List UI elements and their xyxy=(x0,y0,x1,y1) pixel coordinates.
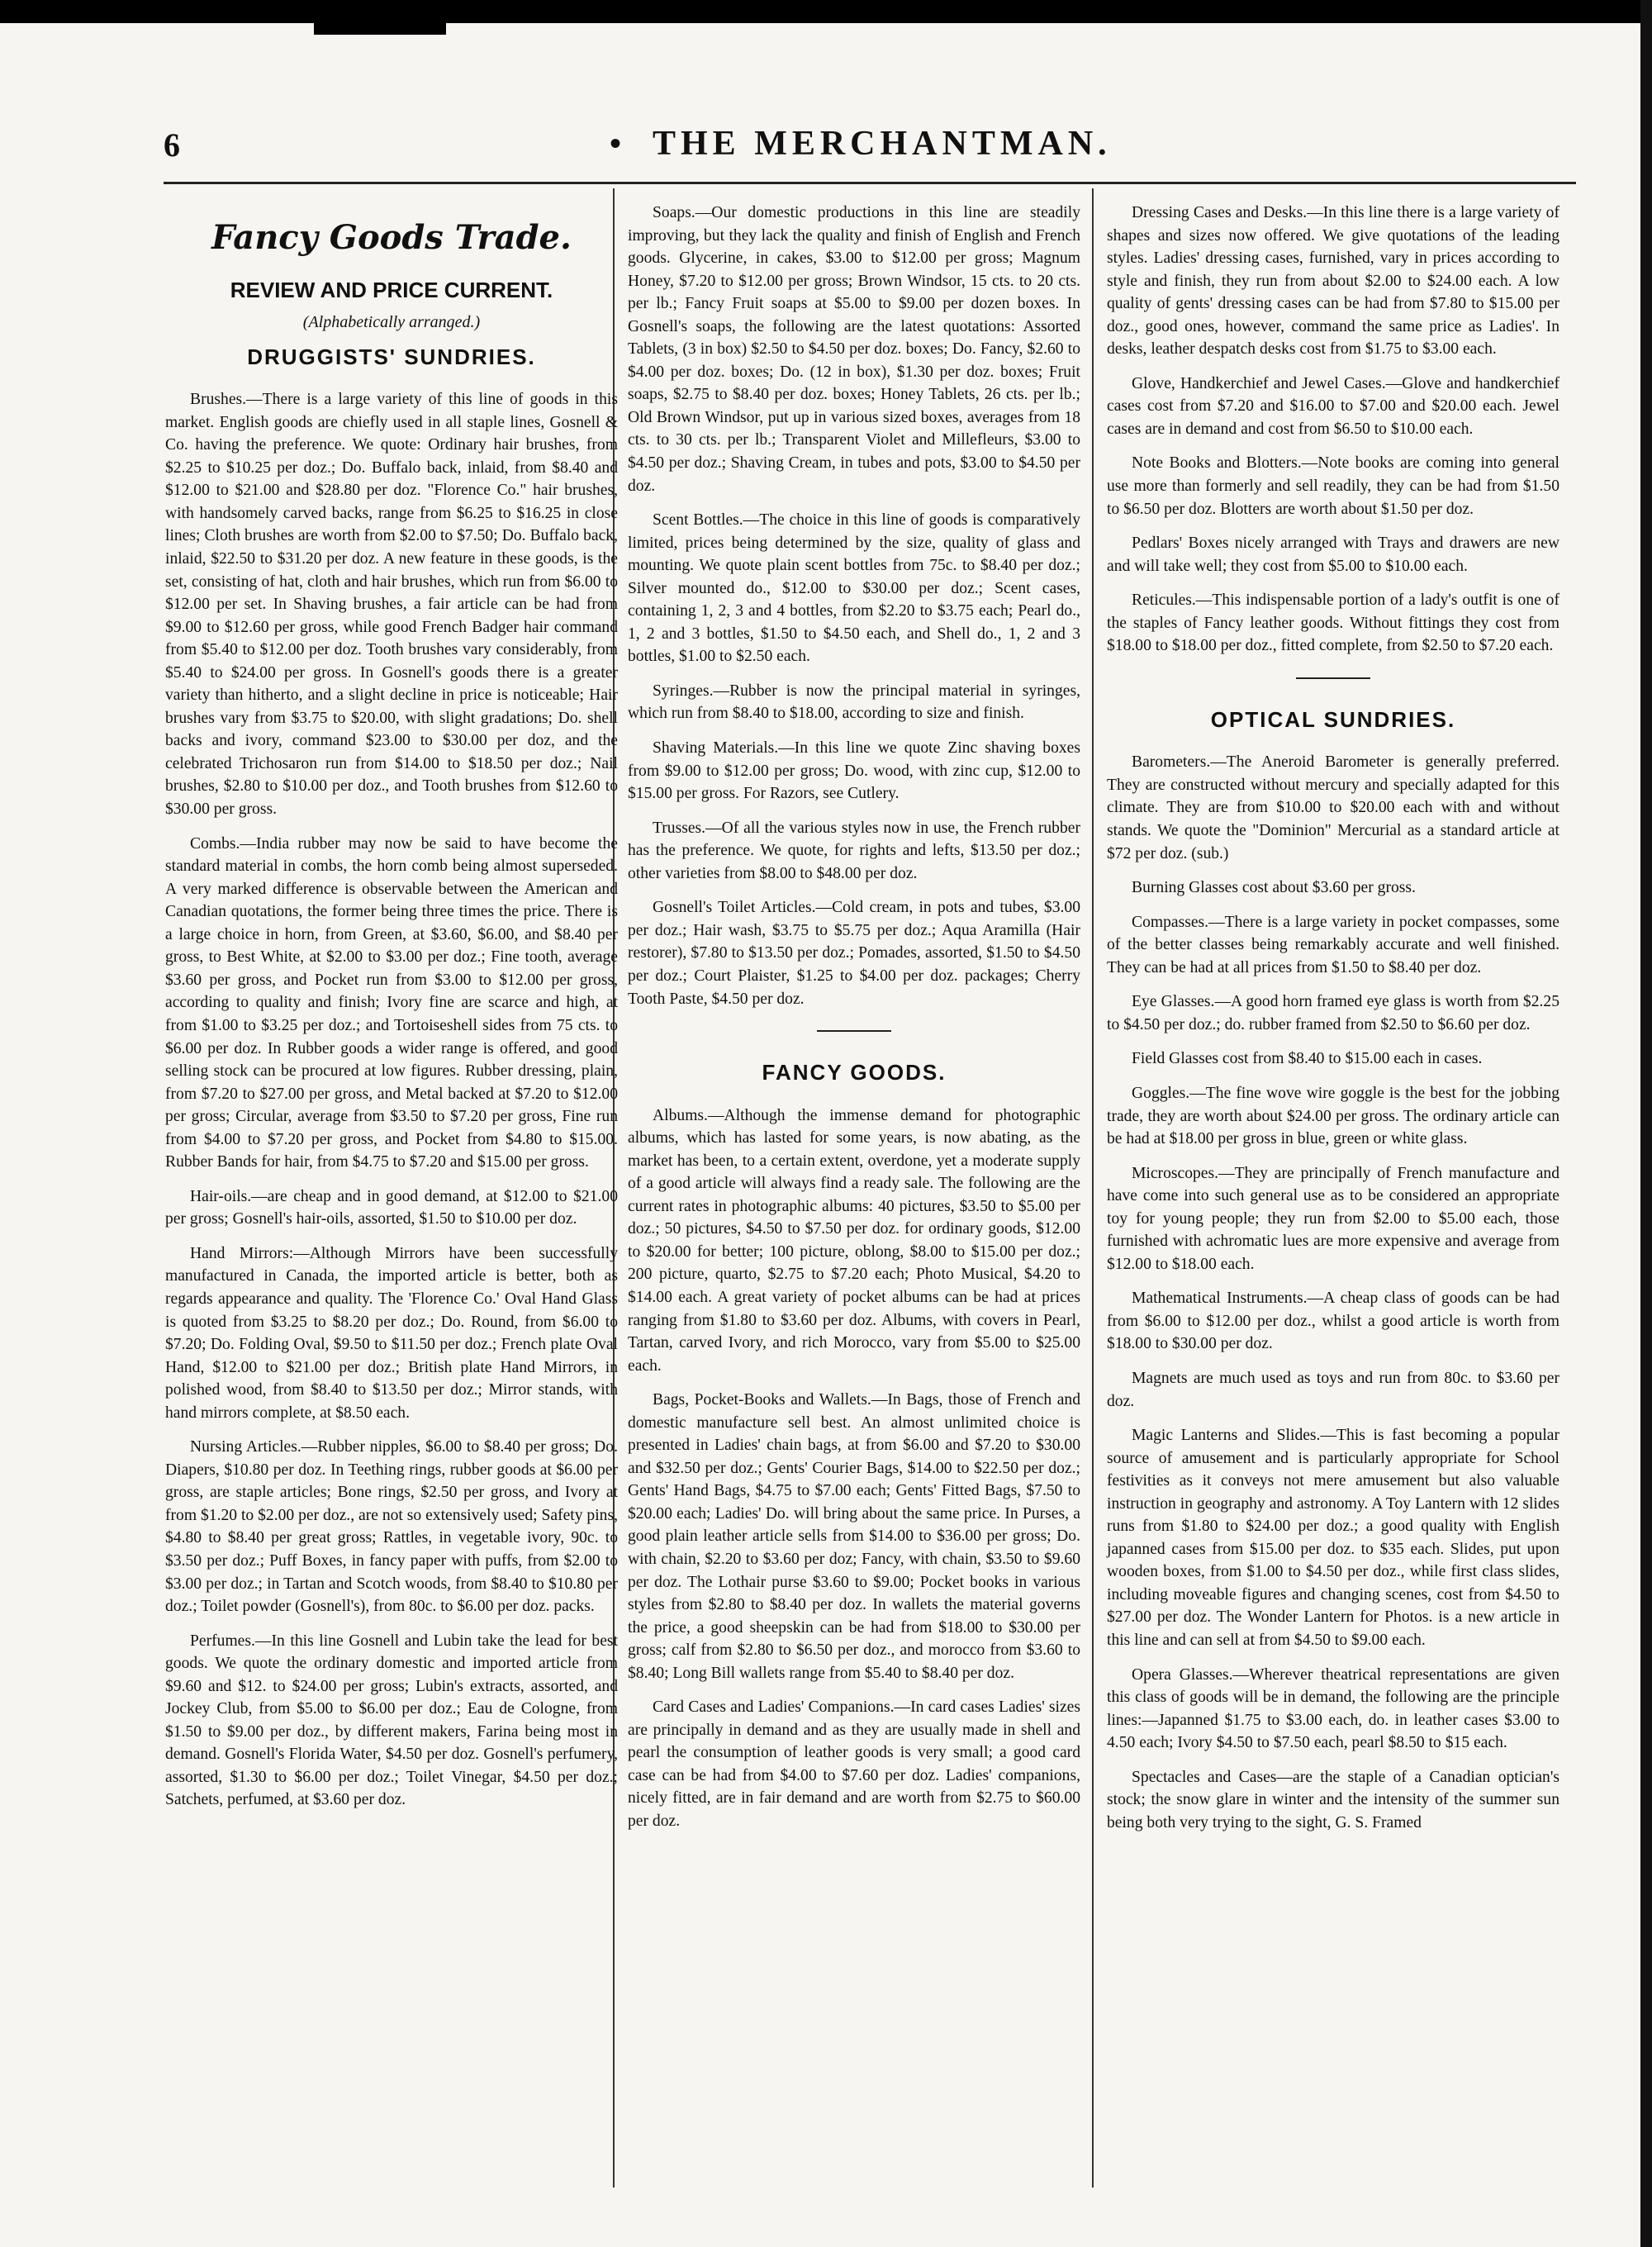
article-mathematical-instruments: Mathematical Instruments.—A cheap class of goods can be had from $6.00 to $12.00 per doz., whilst a good article is worth from $18.00 to $30.00 per doz. xyxy=(1107,1290,1559,1353)
header-ornament: • xyxy=(610,125,622,162)
scan-border-right xyxy=(1640,0,1652,2247)
article-pedlars-boxes: Pedlars' Boxes nicely arranged with Trays and drawers are new and will take well; they cost from $5.00 to $10.00 each. xyxy=(1107,534,1559,575)
article-bags: Bags, Pocket-Books and Wallets.—In Bags, those of French and domestic manufacture sell best. An almost unlimited choice is presented in Ladies' chain bags, at from $6.00 and $7.20 to $30.00 and $32.50 per doz.; Gents' Courier Bags, $14.00 to $22.50 per doz.; Gents' Hand Bags, $4.75 to $7.00 each; Gents' Fitted Bags, $7.50 to $20.00 each; Ladies' Do. will bring about the same price. In Purses, a good plain leather article sells from $14.00 to $36.00 per gross; Do. with chain, $2.20 to $3.60 per doz; Fancy, with chain, $3.50 to $9.60 per doz. The Lothair purse $3.60 to $9.00; Pocket books in various styles from $2.80 to $8.40 per doz. In wallets the material governs the price, a good sheepskin can be had from $18.00 to $30.00 per gross; calf from $2.80 to $6.50 per doz., and morocco from $3.60 to $8.40; Long Bill wallets range from $5.40 to $8.40 per doz. xyxy=(628,1391,1080,1682)
article-hair-oils: Hair-oils.—are cheap and in good demand, at $12.00 to $21.00 per gross; Gosnell's hair-oils, assorted, $1.50 to $10.00 per doz. xyxy=(165,1187,618,1228)
article-nursing-articles: Nursing Articles.—Rubber nipples, $6.00 to $8.40 per gross; Do. Diapers, $10.80 per doz. In Teething rings, rubber goods at $6.00 per gross, are staple articles; Bone rings, $2.50 per gross, and Ivory at from $1.20 to $2.00 per doz., are not so extensively used; Safety pins, $4.80 to $8.40 per great gross; Rattles, in vegetable ivory, 90c. to $3.50 per doz.; Puff Boxes, in fancy paper with puffs, from $2.00 to $3.00 per doz.; in Tartan and Scotch woods, from $8.40 to $10.80 per doz.; Toilet powder (Gosnell's), from 80c. to $6.00 per doz. packs. xyxy=(165,1438,618,1616)
article-field-glasses: Field Glasses cost from $8.40 to $15.00 each in cases. xyxy=(1132,1050,1483,1068)
article-magnets: Magnets are much used as toys and run from 80c. to $3.60 per doz. xyxy=(1107,1369,1559,1410)
article-opera-glasses: Opera Glasses.—Wherever theatrical representations are given this class of goods will be in demand, the following are the principle lines:—Japanned $1.75 to $3.00 each, do. in leather cases $3.00 to 4.50 each; Ivory $4.50 to $7.50 each, pearl $8.50 to $15 each. xyxy=(1107,1665,1559,1752)
article-barometers: Barometers.—The Aneroid Barometer is generally preferred. They are constructed without mercury and specially adapted for this climate. They are from $10.00 to $20.00 each with and without stands. We quote the "Dominion" Mercurial as a standard article at $72 per doz. (sub.) xyxy=(1107,753,1559,862)
article-card-cases: Card Cases and Ladies' Companions.—In card cases Ladies' sizes are principally in demand and as they are usually made in shell and pearl the consumption of leather goods is very small; a good card case can be had from $4.00 to $7.60 per doz. Ladies' companions, nicely fitted, are in fair demand and are worth from $2.75 to $60.00 per doz. xyxy=(628,1698,1080,1830)
scan-border-top xyxy=(0,0,1652,23)
article-soaps: Soaps.—Our domestic productions in this line are steadily improving, but they lack the quality and finish of English and French goods. Glycerine, in cakes, $3.00 to $12.00 per gross; Magnum Honey, $7.20 to $12.00 per gross; Brown Windsor, 15 cts. to 20 cts. per lb.; Fancy Fruit soaps at $5.00 to $9.00 per dozen boxes. In Gosnell's soaps, the following are the latest quotations: Assorted Tablets, (3 in box) $2.50 to $4.50 per doz. boxes; Do. Fancy, $2.60 to $4.00 per doz. boxes; Do. (12 in box), $1.30 per doz. boxes; Fruit soaps, $2.75 to $8.40 per doz. boxes; Honey Tablets, 26 cts. per lb.; Old Brown Windsor, put up in various sized boxes, averages from 18 cts. to 30 cts. per lb.; Transparent Violet and Millefleurs, $3.00 to $4.50 per doz.; Shaving Cream, in tubes and pots, $3.00 to $4.50 per doz. xyxy=(628,204,1080,495)
page-number: 6 xyxy=(164,126,180,164)
section-divider xyxy=(817,1030,891,1032)
column-3 xyxy=(1107,202,1559,1846)
article-reticules: Reticules.—This indispensable portion of a lady's outfit is one of the staples of Fancy leather goods. Without fittings they cost from $18.00 to $18.00 per doz., fitted complete, from $2.50 to $7.20 each. xyxy=(1107,591,1559,655)
article-note-books: Note Books and Blotters.—Note books are coming into general use more than formerly and sell readily, they can be had from $1.50 to $6.50 per doz. Blotters are worth about $1.50 per doz. xyxy=(1107,454,1559,518)
article-perfumes: Perfumes.—In this line Gosnell and Lubin take the lead for best goods. We quote the ordinary domestic and imported article from $9.60 and $12. to $24.00 per gross; Lubin's extracts, assorted, and Jockey Club, from $5.00 to $6.00 per doz.; Eau de Cologne, from $1.50 to $9.00 per doz., by different makers, Farina being most in demand. Gosnell's Florida Water, $4.50 per doz. Gosnell's perfumery, assorted, $1.30 to $6.00 per doz.; Toilet Vinegar, $4.50 per doz.; Satchets, perfumed, at $3.60 per doz. xyxy=(165,1632,618,1809)
article-spectacles: Spectacles and Cases—are the staple of a Canadian optician's stock; the snow glare in winter and the intensity of the summer sun being both very trying to the sight, G. S. Framed xyxy=(1107,1768,1559,1831)
article-combs: Combs.—India rubber may now be said to have become the standard material in combs, the horn comb being almost superseded. A very marked difference is observable between the American and Canadian quotations, the former being three times the price. There is a large choice in horn, from Green, at $3.60, $6.00, and $8.40 per gross, to Best White, at $2.00 to $3.00 per doz.; Fine tooth, average $3.60 per gross, and Pocket run from $3.00 to $12.00 per gross, according to quality and finish; Ivory fine are scarce and high, at from $1.00 to $3.25 per doz.; and Tortoiseshell sides from 75 cts. to $6.00 per doz. In Rubber goods a wider range is offered, and good selling stock can be procured at low figures. Rubber dressing, plain, from $7.20 to $27.00 per gross, and Metal backed at $7.20 to $12.00 per gross; Circular, average from $3.50 to $7.20 per gross, Fine run from $4.00 to $7.20 per gross, and Pocket from $4.80 to $15.00. Rubber Bands for hair, from $4.75 to $7.20 and $15.00 per gross. xyxy=(165,834,618,1171)
article-albums: Albums.—Although the immense demand for photographic albums, which has lasted for some years, is now abating, as the market has been, to a certain extent, overdone, yet a moderate supply of a good article will always find a ready sale. The following are the current rates in photographic albums: 40 pictures, $3.50 to $5.00 per doz.; 50 pictures, $4.50 to $7.50 per doz. for ordinary goods, $12.00 to $20.00 for better; 100 picture, oblong, $8.00 to $15.00 per doz.; 200 picture, quarto, $2.75 to $7.20 each; Photo Musical, $4.20 to $14.00 each. A great variety of pocket albums can be had at prices ranging from $1.80 to $3.60 per doz. Albums, with covers in Pearl, Tartan, carved Ivory, and rich Morocco, vary from $5.00 to $25.00 each. xyxy=(628,1106,1080,1375)
article-microscopes: Microscopes.—They are principally of French manufacture and have come into such general use as to be considered an appropriate toy for young people; they run from $2.00 to $5.00 each, those furnished with achromatic lues are more expensive and average from $12.00 to $18.00 each. xyxy=(1107,1164,1559,1273)
article-shaving-materials: Shaving Materials.—In this line we quote Zinc shaving boxes from $9.00 to $12.00 per gross; Do. wood, with zinc cup, $12.00 to $15.00 per gross. For Razors, see Cutlery. xyxy=(628,739,1080,803)
header-rule xyxy=(164,182,1576,184)
article-hand-mirrors: Hand Mirrors:—Although Mirrors have been successfully manufactured in Canada, the imported article is better, both as regards appearance and quality. The 'Florence Co.' Oval Hand Glass is quoted from $3.25 to $8.20 per doz.; Do. Round, from $6.00 to $7.20; Do. Folding Oval, $9.50 to $11.50 per doz.; French plate Oval Hand, $12.00 to $21.00 per doz.; British plate Hand Mirrors, in polished wood, from $8.40 to $13.50 per doz.; Mirror stands, with hand mirrors complete, at $8.50 each. xyxy=(165,1244,618,1422)
article-syringes: Syringes.—Rubber is now the principal material in syringes, which run from $8.40 to $18.00, according to size and finish. xyxy=(628,682,1080,723)
column-rule-2 xyxy=(1092,188,1094,2188)
masthead-title: THE MERCHANTMAN. xyxy=(653,125,1112,163)
column-2 xyxy=(628,202,1080,1845)
article-burning-glasses: Burning Glasses cost about $3.60 per gross. xyxy=(1132,879,1416,897)
article-magic-lanterns: Magic Lanterns and Slides.—This is fast becoming a popular source of amusement and is particularly appropriate for School festivities as it conveys not mere amusement but also valuable instruction in geography and astronomy. A Toy Lantern with 12 slides runs from $1.80 to $24.00 per doz.; a good quality with English japanned cases from $15.00 per doz. to $35 each. Slides, put upon wooden boxes, from $1.00 to $4.50 per doz., while first class slides, including moveable figures and changing scenes, cost from $4.50 to $27.00 per doz. The Wonder Lantern for Photos. is a new article in this line and can sell at from $4.50 to $9.00 each. xyxy=(1107,1427,1559,1649)
article-gosnells-toilet: Gosnell's Toilet Articles.—Cold cream, in pots and tubes, $3.00 per doz.; Hair wash, $3.75 to $5.75 per doz.; Aqua Aramilla (Hair restorer), $7.80 to $13.50 per doz.; Pomades, assorted, $1.50 to $4.50 per doz.; Court Plaister, $1.25 to $4.00 per doz. packages; Cherry Tooth Paste, $4.50 per doz. xyxy=(628,899,1080,1008)
column-1 xyxy=(165,198,618,1823)
article-brushes: Brushes.—There is a large variety of this line of goods in this market. English goods are chiefly used in all staple lines, Gosnell & Co. having the preference. We quote: Ordinary hair brushes, from $2.25 to $10.25 per doz.; Do. Buffalo back, inlaid, from $8.40 and $12.00 to $21.00 and $28.80 per doz. "Florence Co." hair brushes, with handsomely carved backs, range from $6.25 to $16.25 in close lines; Cloth brushes are worth from $2.00 to $7.50; Do. Buffalo back, inlaid, $22.50 to $31.20 per doz. A new feature in these goods, is the set, consisting of hat, cloth and hair brushes, which run from $6.00 to $12.00 per set. In Shaving brushes, a fair article can be had from $9.00 to $12.60 per gross, while good French Badger hair command from $5.40 to $12.00 per doz. Tooth brushes vary considerably, from $5.40 to $24.00 per gross. In Gosnell's goods there is a greater variety than hitherto, and a slight decline in price is noticeable; Hair brushes vary from $3.75 to $20.00, with slight gradations; Do. shell backs and ivory, command $23.00 to $30.00 per doz, and the celebrated Trichosaron run from $14.00 to $18.50 per doz.; Nail brushes, $2.80 to $10.00 per doz., and Tooth brushes from $12.60 to $30.00 per gross. xyxy=(165,391,618,819)
scan-border-notch xyxy=(314,0,446,35)
article-dressing-cases: Dressing Cases and Desks.—In this line there is a large variety of shapes and sizes now offered. We give quotations of the leading styles. Ladies' dressing cases, furnished, vary in prices according to style and finish, they run from about $2.00 to $24.00 each. A low quality of gents' dressing cases can be had from $7.80 to $15.00 per doz., good ones, however, command the same price as Ladies'. In desks, leather despatch desks cost from $1.75 to $3.00 each. xyxy=(1107,204,1559,359)
article-eye-glasses: Eye Glasses.—A good horn framed eye glass is worth from $2.25 to $4.50 per doz.; do. rubber framed from $2.50 to $6.60 per doz. xyxy=(1107,993,1559,1033)
druggists-sundries-heading: DRUGGISTS' SUNDRIES. xyxy=(247,344,536,369)
review-title: REVIEW AND PRICE CURRENT. xyxy=(230,277,553,302)
article-trusses: Trusses.—Of all the various styles now in use, the French rubber has the preference. We quote, for rights and lefts, $13.50 per doz.; other varieties from $8.00 to $48.00 per doz. xyxy=(628,819,1080,882)
article-goggles: Goggles.—The fine wove wire goggle is the best for the jobbing trade, they are worth about $24.00 per gross. The ordinary article can be had at $18.00 per gross in blue, green or white glass. xyxy=(1107,1084,1559,1148)
article-compasses: Compasses.—There is a large variety in pocket compasses, some of the better classes being remarkably accurate and well finished. They can be had at all prices from $1.50 to $8.40 per doz. xyxy=(1107,913,1559,976)
review-note: (Alphabetically arranged.) xyxy=(302,313,481,332)
article-glove-cases: Glove, Handkerchief and Jewel Cases.—Glove and handkerchief cases cost from $7.20 and $16.00 to $7.00 and $20.00 each. Jewel cases are in demand and cost from $6.50 to $10.00 each. xyxy=(1107,374,1559,438)
fancy-goods-heading: FANCY GOODS. xyxy=(762,1060,947,1085)
section-title: Fancy Goods Trade. xyxy=(211,218,572,257)
article-scent-bottles: Scent Bottles.—The choice in this line of goods is comparatively limited, prices being determined by the size, quality of glass and mounting. We quote plain scent bottles from 75c. to $8.40 per doz.; Silver mounted do., $12.00 to $30.00 per doz.; Scent cases, containing 1, 2, 3 and 4 bottles, from $2.20 to $3.75 each; Pearl do., 1, 2 and 3 bottles, $1.50 to $4.50 each, and Shell do., 1, 2 and 3 bottles, $1.00 to $2.50 each. xyxy=(628,511,1080,666)
section-divider xyxy=(1296,677,1370,679)
optical-sundries-heading: OPTICAL SUNDRIES. xyxy=(1210,706,1456,732)
